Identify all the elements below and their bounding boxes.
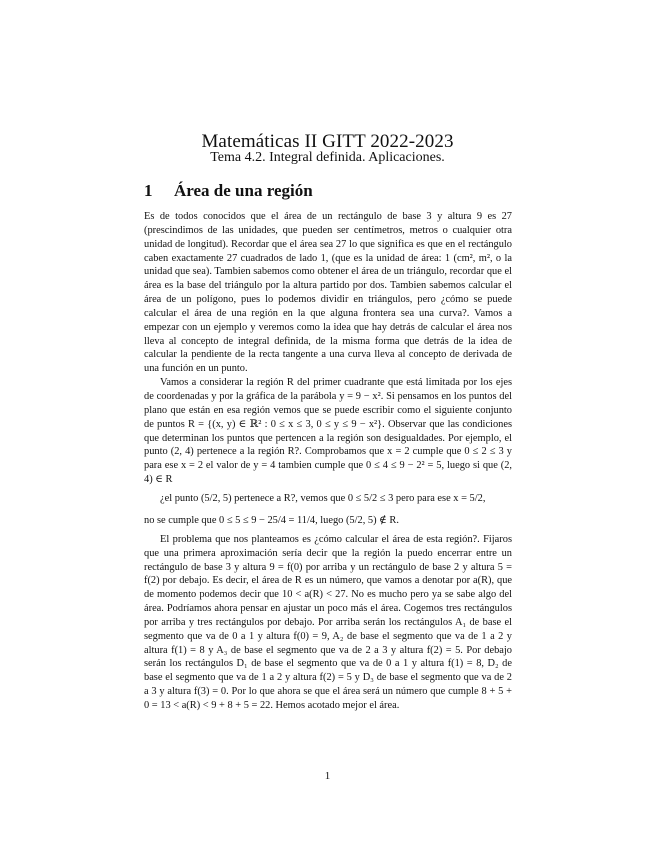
section-title: Área de una región <box>174 181 313 200</box>
section-heading <box>144 181 313 201</box>
paragraph-conclusion: no se cumple que 0 ≤ 5 ≤ 9 − 25/4 = 11/4, luego (5/2, 5) ∉ R. <box>144 514 399 526</box>
paragraph-question: ¿el punto (5/2, 5) pertenece a R?, vemos que 0 ≤ 5/2 ≤ 3 pero para ese x = 5/2, <box>160 492 486 504</box>
body-text <box>144 210 512 713</box>
document-title: Matemáticas II GITT 2022-2023 <box>201 131 454 152</box>
section-number: 1 <box>144 181 153 200</box>
document-subtitle: Tema 4.2. Integral definida. Aplicaciones. <box>210 150 445 165</box>
paragraph-region: Vamos a considerar la región R del primer cuadrante que está limitada por los ejes de coordenadas y por la gráfica de la parábola y = 9 − x². Si pensamos en los puntos del plano que están en esa región vemos que se puede escribir como el siguiente conjunto de puntos R = {(x, y) ∈ ℝ² : 0 ≤ x ≤ 3, 0 ≤ y ≤ 9 − x²}. Observar que las condiciones que determinan los puntos que pertencen a la región son desigualdades. Por ejemplo, el punto (2, 4) pertenece a la región R?. Comprobamos que x = 2 cumple que 0 ≤ 2 ≤ 3 y para ese x = 2 el valor de y = 4 tambien cumple que 0 ≤ 4 ≤ 9 − 2² = 5, luego si que (2, 4) ∈ R <box>144 377 512 486</box>
page-number: 1 <box>324 770 331 782</box>
paragraph-intro: Es de todos conocidos que el área de un rectángulo de base 3 y altura 9 es 27 (prescindimos de las unidades, que pueden ser centímetros, metros o cualquier otra unidad de longitud). Recordar que el área sea 27 lo que significa es que en el rectángulo caben exactamente 27 cuadrados de lado 1, (que es la unidad de área: 1 (cm², m², o la unidad que sea). Tambien sabemos como obtener el área de un triángulo, recordar que el área es la base del triángulo por la altura partido por dos. Tambien sabemos calcular el área de un polígono, pues lo podemos dividir en triángulos, pero ¿cómo se puede calcular el área de una región en la que alguna frontera sea una curva?. Vamos a empezar con un ejemplo y veremos como la idea que hay detrás de calcular el área nos lleva al concepto de integral definida, de la misma forma que detrás de la idea de calcular la pendiente de la recta tangente a una curva lleva al concepto de derivada de una función en un punto. <box>144 211 512 375</box>
paragraph-approximation: El problema que nos planteamos es ¿cómo calcular el área de esta región?. Fijaros que una primera aproximación sería decir que la región la puedo encerrar entre un rectángulo de base 3 y altura 9 = f(0) por arriba y un rectángulo de base 2 y altura 5 = f(2) por debajo. Es decir, el área de R es un número, que vamos a denotar por a(R), que de momento podemos decir que 10 < a(R) < 27. No es mucho pero ya se sabe algo del área. Podríamos ahora pensar en ajustar un poco más el área. Cogemos tres rectángulos por arriba y tres rectángulos por debajo. Por arriba serán los rectángulos A₁ de base el segmento que va de 0 a 1 y altura f(0) = 9, A₂ de base el segmento que va de 1 a 2 y altura f(1) = 8 y A₃ de base el segmento que va de 2 a 3 y altura f(2) = 5. Por debajo serán los rectángulos D₁ de base el segmento que va de 0 a 1 y altura f(1) = 8, D₂ de base el segmento que va de 1 a 2 y altura f(2) = 5 y D₃ de base el segmento que va de 2 a 3 y altura f(3) = 0. Por lo que ahora se que el área será un número que cumple 8 + 5 + 0 = 13 < a(R) < 9 + 8 + 5 = 22. Hemos acotado mejor el área. <box>144 533 512 711</box>
